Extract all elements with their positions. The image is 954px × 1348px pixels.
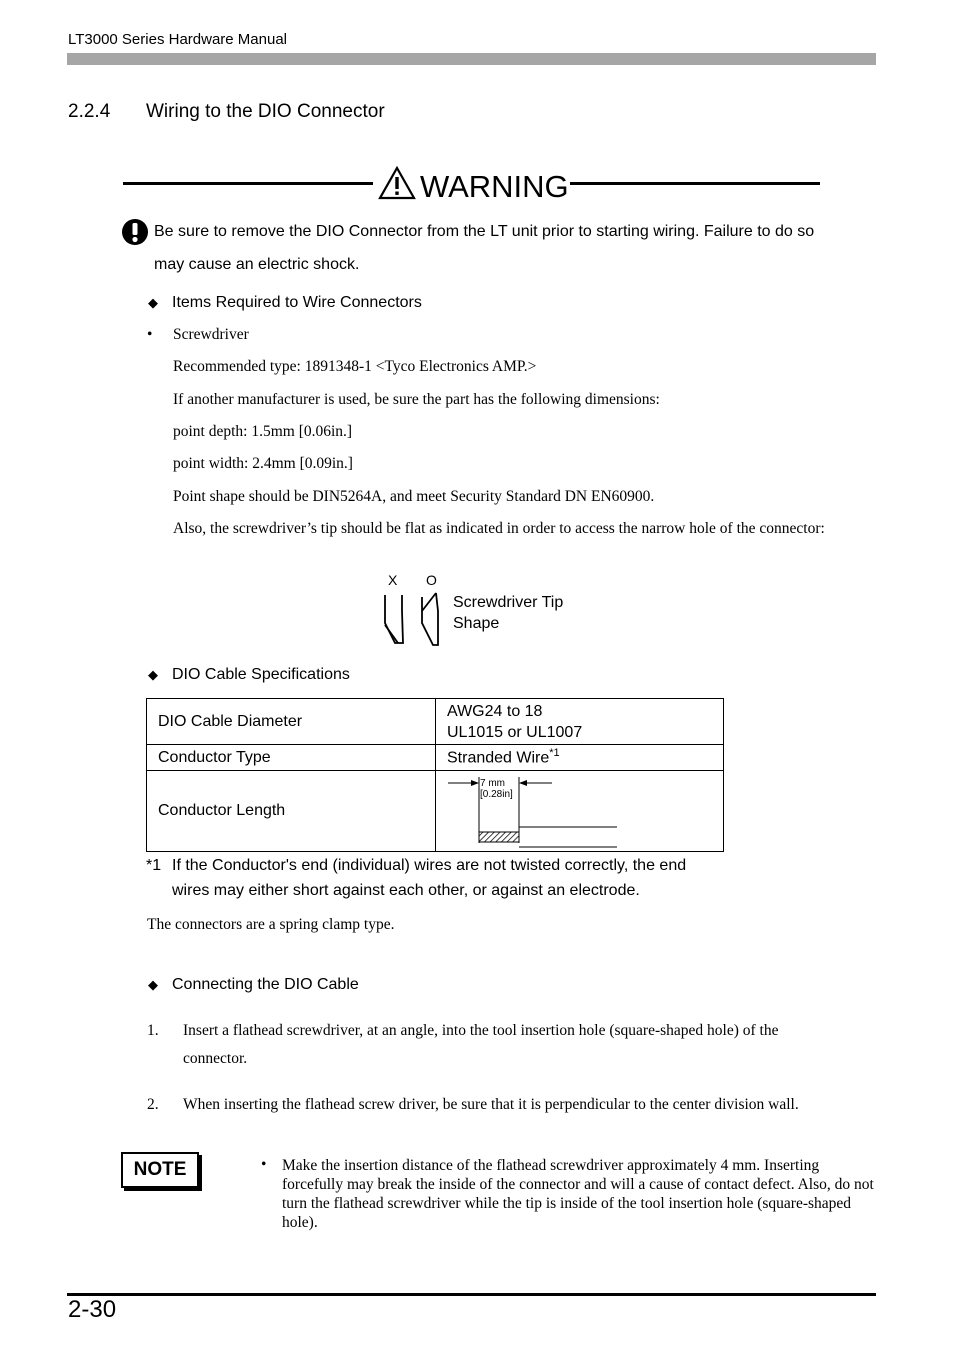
tip-caption (453, 592, 563, 634)
section-heading (68, 101, 385, 123)
table-row (147, 771, 724, 852)
footnote (146, 853, 686, 903)
footnote-ref: *1 (549, 747, 560, 760)
table-cell-label: DIO Cable Diameter (147, 699, 436, 745)
req-line-point-depth: point depth: 1.5mm [0.06in.] (173, 423, 353, 440)
page-number: 2-30 (68, 1296, 117, 1323)
table-cell-value (436, 699, 724, 745)
diamond-bullet-icon: ◆ (148, 977, 158, 992)
table-cell-value (436, 745, 724, 771)
table-row (147, 699, 724, 745)
step-number: 2. (147, 1096, 159, 1113)
header-bar (67, 53, 876, 65)
exclamation-icon (121, 218, 149, 251)
req-line-point-width: point width: 2.4mm [0.09in.] (173, 455, 353, 472)
warning-title: WARNING (420, 169, 569, 204)
tip-right-mark: O (426, 572, 437, 588)
tip-caption-line2: Shape (453, 615, 500, 632)
req-line-recommended: Recommended type: 1891348-1 <Tyco Electronics AMP.> (173, 358, 537, 375)
screwdriver-tip-figure (378, 571, 448, 654)
conductor-length-diagram-cell (436, 771, 724, 852)
conductor-type-value: Stranded Wire (447, 749, 550, 767)
cable-specs-heading-text: DIO Cable Specifications (172, 666, 350, 683)
tip-caption-line1: Screwdriver Tip (453, 594, 564, 611)
table-row (147, 745, 724, 771)
req-line-tip-flat: Also, the screwdriver’s tip should be flat as indicated in order to access the narrow hole of the connector: (173, 520, 825, 537)
warning-text: Be sure to remove the DIO Connector from the LT unit prior to starting wiring. Failure to do so may cause an electric shock. (154, 223, 815, 273)
screwdriver-item: Screwdriver (173, 326, 249, 343)
connecting-heading (148, 976, 359, 994)
section-number: 2.2.4 (68, 101, 111, 122)
dim-mm-label: 7 mm (480, 778, 505, 789)
step-text: Insert a flathead screwdriver, at an angle, into the tool insertion hole (square-shaped hole) of the connector. (183, 1022, 779, 1067)
tip-wrong-mark: X (388, 572, 398, 588)
diamond-bullet-icon: ◆ (148, 667, 158, 682)
diamond-bullet-icon: ◆ (148, 295, 158, 310)
warning-banner (378, 166, 569, 208)
step-text: When inserting the flathead screw driver, be sure that it is perpendicular to the center division wall. (183, 1096, 799, 1113)
screwdriver-bullet: • (147, 326, 153, 343)
footer-rule (67, 1293, 876, 1296)
dim-inch-label: [0.28in] (480, 789, 513, 800)
req-line-point-shape: Point shape should be DIN5264A, and meet Security Standard DN EN60900. (173, 488, 655, 505)
table-cell-label: Conductor Length (147, 771, 436, 852)
footnote-mark: *1 (146, 857, 162, 874)
wrong-tip-icon (385, 595, 403, 643)
header-title: LT3000 Series Hardware Manual (68, 31, 288, 48)
conductor-length-diagram (436, 771, 723, 851)
table-cell-label: Conductor Type (147, 745, 436, 771)
spring-clamp-note: The connectors are a spring clamp type. (147, 916, 395, 933)
diameter-value-line1: AWG24 to 18 (447, 702, 543, 720)
footnote-line2: wires may either short against each other, or against an electrode. (172, 882, 640, 899)
note-text: Make the insertion distance of the flathead screwdriver approximately 4 mm. Inserting forcefully may break the inside of the connector and will a cause of contact defect. Also, do not turn the flathead screwdriver while the tip is inside of the tool insertion hole (square-shaped hole). (282, 1157, 874, 1231)
cable-spec-table (146, 698, 724, 852)
footnote-line1: If the Conductor's end (individual) wires are not twisted correctly, the end (172, 857, 687, 874)
warning-rule-right (570, 182, 820, 185)
warning-triangle-icon (378, 166, 416, 208)
note-badge: NOTE (121, 1152, 199, 1188)
items-required-heading-text: Items Required to Wire Connectors (172, 294, 422, 311)
warning-rule-left (123, 182, 373, 185)
step-number: 1. (147, 1022, 159, 1039)
req-line-other-manufacturer: If another manufacturer is used, be sure the part has the following dimensions: (173, 391, 660, 408)
section-title: Wiring to the DIO Connector (146, 101, 385, 122)
note-bullet: • (261, 1156, 267, 1173)
connecting-heading-text: Connecting the DIO Cable (172, 976, 359, 993)
right-tip-icon (422, 593, 438, 645)
diameter-value-line2: UL1015 or UL1007 (447, 723, 583, 741)
cable-specs-heading (148, 666, 350, 684)
items-required-heading (148, 294, 422, 312)
